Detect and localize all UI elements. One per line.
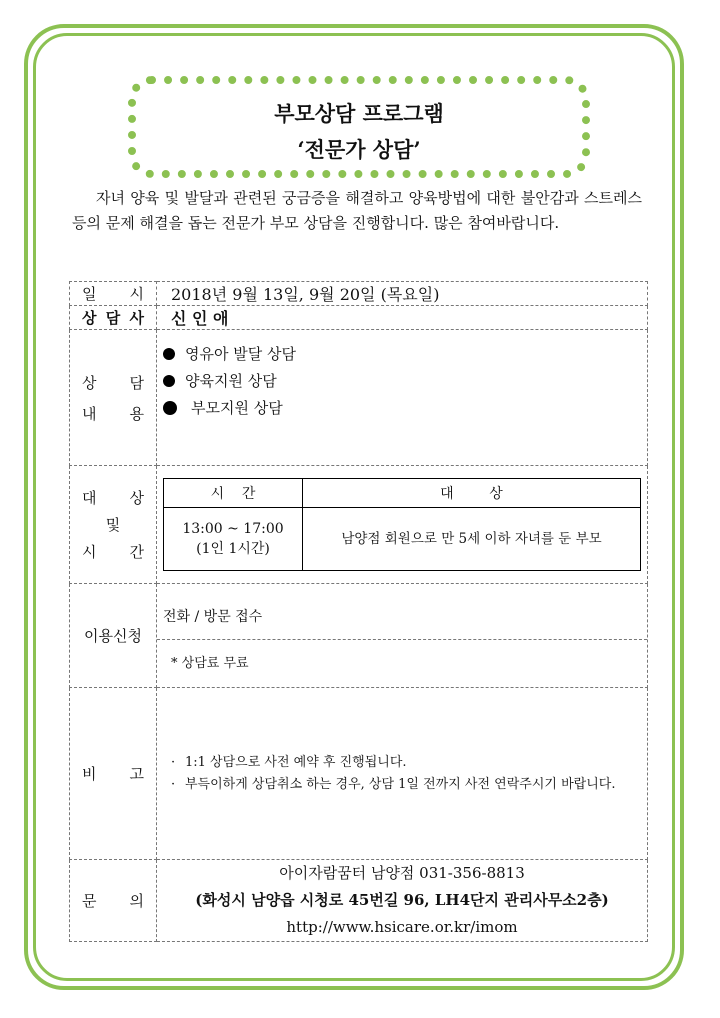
label-counselor xyxy=(70,306,157,330)
list-item: · 1:1 상담으로 사전 예약 후 진행됩니다. xyxy=(171,752,647,774)
label-apply: 이용신청 xyxy=(70,584,157,688)
label-char: 시 xyxy=(82,543,97,561)
label-char: 사 xyxy=(129,309,144,327)
label-char: 시 xyxy=(129,285,144,303)
note-text: 부득이하게 상담취소 하는 경우, 상담 1일 전까지 사전 연락주시기 바랍니다. xyxy=(185,776,616,792)
label-char: 담 xyxy=(129,373,144,392)
schedule-header xyxy=(164,479,641,508)
label-notes xyxy=(70,688,157,860)
list-item-text: 양육지원 상담 xyxy=(185,372,277,390)
schedule-head-target: 대 상 xyxy=(303,479,641,508)
list-item xyxy=(163,367,647,394)
row-contact xyxy=(70,860,648,942)
row-date xyxy=(70,282,648,306)
contact-name-phone: 아이자람꿈터 남양점 031-356-8813 xyxy=(279,864,525,882)
list-item-text: 부모지원 상담 xyxy=(191,399,283,417)
content-list xyxy=(157,330,648,466)
apply-cell xyxy=(157,584,648,688)
contact-address: (화성시 남양읍 시청로 45번길 96, LH4단지 관리사무소2층) xyxy=(195,891,609,909)
label-char: 의 xyxy=(129,892,144,910)
contact-url-link[interactable]: http://www.hsicare.or.kr/imom xyxy=(286,918,518,936)
list-item: · 부득이하게 상담취소 하는 경우, 상담 1일 전까지 사전 연락주시기 바랍니다. xyxy=(171,774,647,796)
label-char: 간 xyxy=(129,543,144,561)
label-char: 내 xyxy=(82,404,97,423)
bullet-icon xyxy=(163,375,175,387)
title-line-2: ‘전문가 상담’ xyxy=(297,137,421,162)
date-value: 2018년 9월 13일, 9월 20일 (목요일) xyxy=(157,282,648,306)
label-char: 비 xyxy=(82,765,97,783)
label-char: 상 xyxy=(82,309,97,327)
list-item xyxy=(163,394,647,421)
row-notes xyxy=(70,688,648,860)
label-char: 상 xyxy=(129,489,144,507)
row-target xyxy=(70,466,648,584)
schedule-head-time: 시 간 xyxy=(164,479,303,508)
notes-cell xyxy=(157,688,648,860)
label-contact xyxy=(70,860,157,942)
apply-fee: * 상담료 무료 xyxy=(171,656,249,671)
list-item-text: 영유아 발달 상담 xyxy=(185,345,296,363)
title-line-1: 부모상담 프로그램 xyxy=(274,101,444,126)
row-content xyxy=(70,330,648,466)
info-table xyxy=(69,281,648,942)
apply-method: 전화 / 방문 접수 xyxy=(157,584,647,640)
row-counselor xyxy=(70,306,648,330)
label-char: 상 xyxy=(82,373,97,392)
label-char: 고 xyxy=(129,765,144,783)
contact-cell xyxy=(157,860,648,942)
note-text: 1:1 상담으로 사전 예약 후 진행됩니다. xyxy=(185,754,407,770)
schedule-row xyxy=(164,508,641,571)
label-char: 일 xyxy=(82,285,97,303)
label-char: 및 xyxy=(105,516,121,534)
label-char: 대 xyxy=(82,489,97,507)
title-box xyxy=(128,76,590,178)
row-apply xyxy=(70,584,648,688)
schedule-time-range: 13:00 ~ 17:00 xyxy=(182,521,284,537)
bullet-icon xyxy=(163,401,177,415)
counselor-value: 신 인 애 xyxy=(157,306,648,330)
label-content xyxy=(70,330,157,466)
bullet-icon xyxy=(163,348,175,360)
label-char: 문 xyxy=(82,892,97,910)
label-char: 용 xyxy=(129,404,144,423)
list-item xyxy=(163,340,647,367)
schedule-time xyxy=(164,508,303,571)
schedule-cell xyxy=(157,466,648,584)
schedule-time-duration: (1인 1시간) xyxy=(196,541,270,557)
label-date xyxy=(70,282,157,306)
schedule-target: 남양점 회원으로 만 5세 이하 자녀를 둔 부모 xyxy=(303,508,641,571)
schedule-table xyxy=(163,478,641,571)
label-target xyxy=(70,466,157,584)
intro-paragraph: 자녀 양육 및 발달과 관련된 궁금증을 해결하고 양육방법에 대한 불안감과 스트레스 등의 문제 해결을 돕는 전문가 부모 상담을 진행합니다. 많은 참여바랍니다. xyxy=(72,189,642,232)
label-char: 담 xyxy=(105,309,121,327)
